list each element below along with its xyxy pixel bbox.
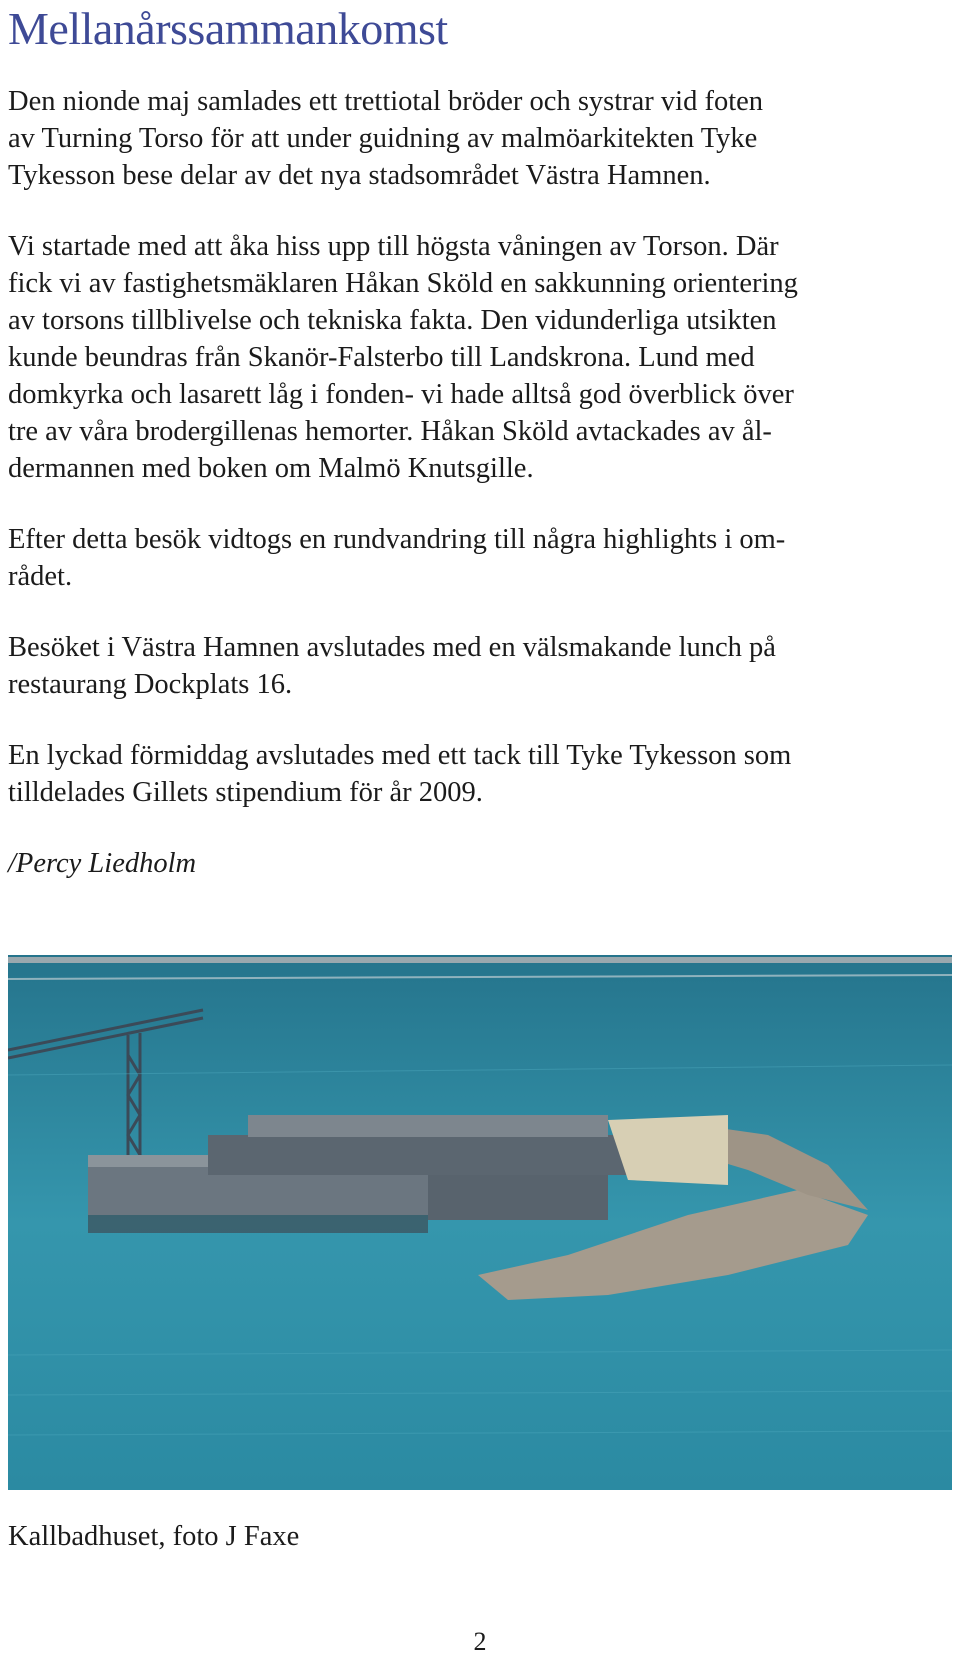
text-line: Den nionde maj samlades ett trettiotal bröder och systrar vid foten (8, 86, 764, 117)
paragraph-1 (8, 83, 948, 194)
text-line: rådet. (8, 561, 73, 592)
text-line: kunde beundras från Skanör-Falsterbo till Landskrona. Lund med (8, 342, 755, 373)
text-line: Vi startade med att åka hiss upp till högsta våningen av Torson. Där (8, 231, 779, 262)
text-line: tilldelades Gillets stipendium för år 2009. (8, 777, 483, 808)
text-line: En lyckad förmiddag avslutades med ett tack till Tyke Tykesson som (8, 740, 792, 771)
pier-reflection (88, 1215, 428, 1233)
page-title: Mellanårssammankomst (8, 3, 448, 54)
text-line: dermannen med boken om Malmö Knutsgille. (8, 453, 534, 484)
text-line: restaurang Dockplats 16. (8, 669, 293, 700)
author-signature: /Percy Liedholm (8, 848, 197, 879)
paragraph-4 (8, 629, 948, 703)
article-body (8, 83, 948, 916)
text-line: Tykesson bese delar av det nya stadsområdet Västra Hamnen. (8, 160, 711, 191)
paragraph-3 (8, 521, 948, 595)
text-line: domkyrka och lasarett låg i fonden- vi hade alltså god överblick över (8, 379, 794, 410)
paragraph-5 (8, 737, 948, 811)
text-line: av Turning Torso för att under guidning av malmöarkitekten Tyke (8, 123, 758, 154)
page-number: 2 (473, 1627, 487, 1656)
text-line: tre av våra brodergillenas hemorter. Håkan Sköld avtackades av ål- (8, 416, 772, 447)
text-line: fick vi av fastighetsmäklaren Håkan Sköld en sakkunning orientering (8, 268, 798, 299)
text-line: Besöket i Västra Hamnen avslutades med en välsmakande lunch på (8, 632, 776, 663)
kallbadhuset-photo (8, 955, 952, 1490)
text-line: Efter detta besök vidtogs en rundvandring till några highlights i om- (8, 524, 786, 555)
text-line: av torsons tillblivelse och tekniska fakta. Den vidunderliga utsikten (8, 305, 777, 336)
bathhouse-upper-roof (248, 1115, 608, 1137)
bathhouse-wing (208, 1135, 628, 1175)
photo-illustration (8, 955, 952, 1490)
photo-caption: Kallbadhuset, foto J Faxe (8, 1521, 300, 1552)
bathhouse-annex (428, 1175, 608, 1220)
distant-bridge (8, 957, 952, 963)
paragraph-2 (8, 228, 948, 487)
